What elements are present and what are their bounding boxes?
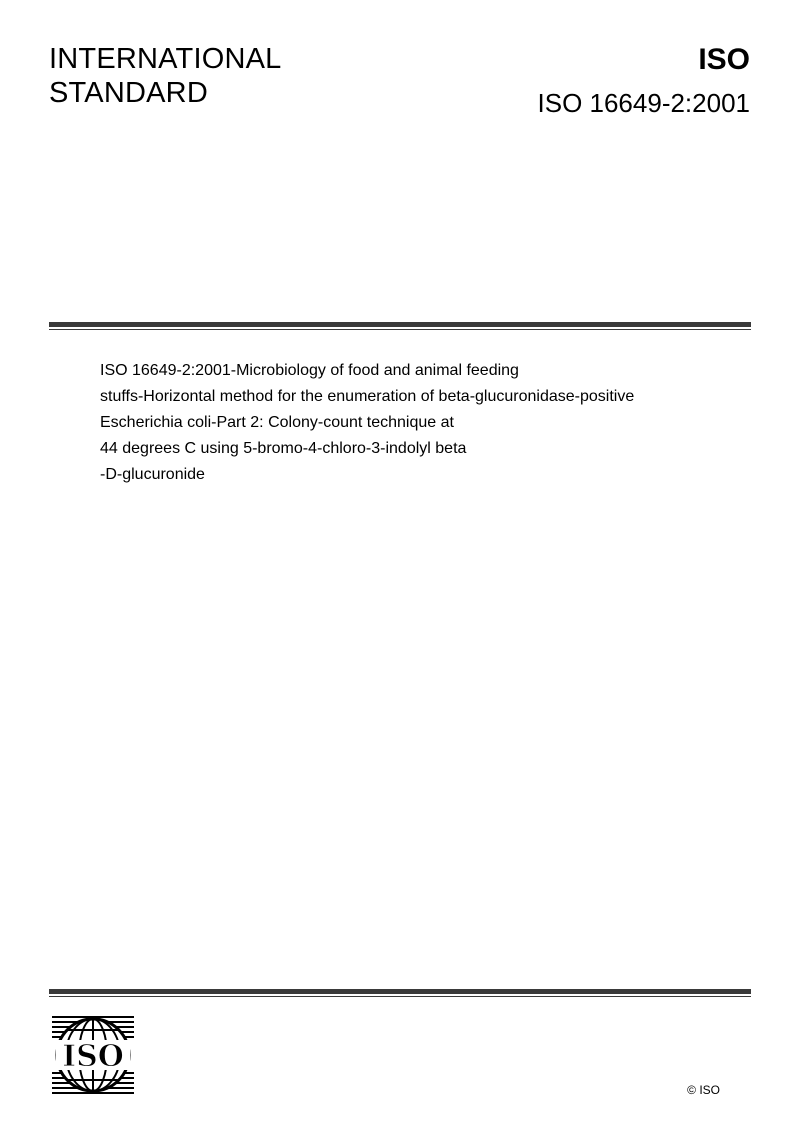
title-line-4: 44 degrees C using 5-bromo-4-chloro-3-indolyl beta [100,440,467,457]
title-line-3: Escherichia coli-Part 2: Colony-count technique at [100,414,454,431]
iso-logo-icon [52,1016,134,1094]
document-type [49,42,281,110]
title-line-5: -D-glucuronide [100,466,205,483]
standard-number: ISO 16649-2:2001 [537,88,750,118]
title-line-1: ISO 16649-2:2001-Microbiology of food and animal feeding [100,362,519,379]
copyright-notice: © ISO [687,1083,720,1097]
standard-header [538,42,751,118]
document-title [100,358,720,488]
bottom-divider [49,989,751,997]
document-type-line-2: STANDARD [49,77,208,109]
svg-text:ISO: ISO [62,1039,124,1074]
top-divider [49,322,751,330]
document-type-line-1: INTERNATIONAL [49,43,282,75]
iso-label: ISO [698,43,750,76]
title-line-2: stuffs-Horizontal method for the enumeration of beta-glucuronidase-positive [100,388,635,405]
